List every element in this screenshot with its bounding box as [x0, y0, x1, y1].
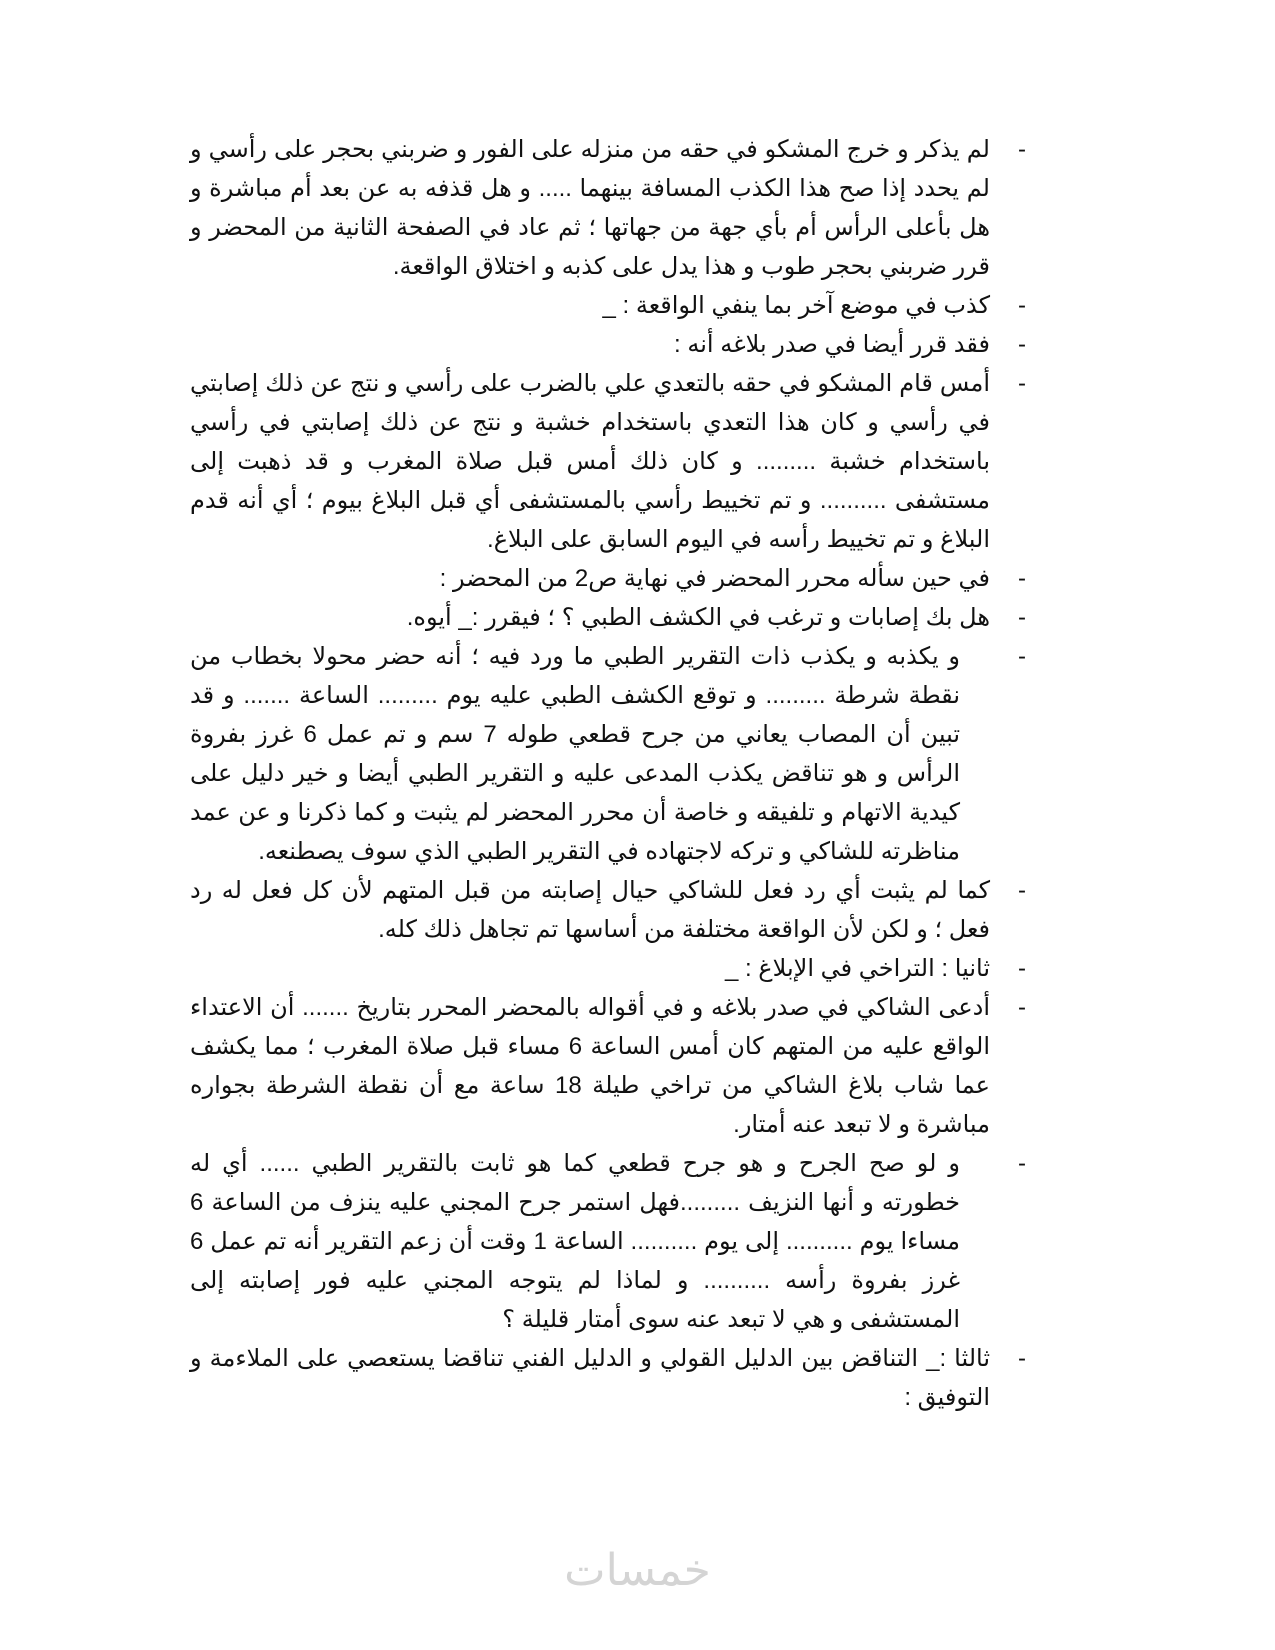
bullet-dash: -	[1018, 370, 1026, 397]
list-item	[190, 871, 1032, 949]
bullet-dash: -	[1018, 643, 1026, 670]
paragraph-text: أمس قام المشكو في حقه بالتعدي علي بالضرب على رأسي و نتج عن ذلك إصابتي في رأسي و كان هذا التعدي باستخدام خشبة و نتج عن ذلك إصابتي في رأسي باستخدام خشبة ......... و كان ذلك أمس قبل صلاة المغرب و قد ذهبت إلى مستشفى .......... و تم تخييط رأسي بالمستشفى أي قبل البلاغ بيوم ؛ أي أنه قدم البلاغ و تم تخييط رأسه في اليوم السابق على البلاغ.	[190, 370, 990, 553]
section-heading: ثالثا :_ التناقض بين الدليل القولي و الدليل الفني تناقضا يستعصي على الملاءمة و التوفيق :	[190, 1345, 990, 1411]
list-item	[190, 598, 1032, 637]
paragraph-text: لم يذكر و خرج المشكو في حقه من منزله على الفور و ضربني بحجر على رأسي و لم يحدد إذا صح هذا الكذب المسافة بينهما ..... و هل قذفه به عن بعد أم مباشرة و هل بأعلى الرأس أم بأي جهة من جهاتها ؛ ثم عاد في الصفحة الثانية من المحضر و قرر ضربني بحجر طوب و هذا يدل على كذبه و اختلاق الواقعة.	[190, 136, 990, 280]
list-item	[190, 949, 1032, 988]
paragraph-text: و لو صح الجرح و هو جرح قطعي كما هو ثابت بالتقرير الطبي ...... أي له خطورته و أنها النزيف .........فهل استمر جرح المجني عليه ينزف من الساعة 6 مساءا يوم .......... إلى يوم .......... الساعة 1 وقت أن زعم التقرير أنه تم عمل 6 غرز بفروة رأسه .......... و لماذا لم يتوجه المجني عليه فور إصابته إلى المستشفى و هي لا تبعد عنه سوى أمتار قليلة ؟	[190, 1150, 960, 1333]
bullet-dash: -	[1018, 877, 1026, 904]
document-page	[190, 130, 1032, 1417]
list-item	[190, 130, 1032, 286]
paragraph-text: في حين سأله محرر المحضر في نهاية ص2 من المحضر :	[439, 565, 990, 592]
bullet-dash: -	[1018, 994, 1026, 1021]
paragraph-text: أدعى الشاكي في صدر بلاغه و في أقواله بالمحضر المحرر بتاريخ ....... أن الاعتداء الواقع عليه من المتهم كان أمس الساعة 6 مساء قبل صلاة المغرب ؛ مما يكشف عما شاب بلاغ الشاكي من تراخي طيلة 18 ساعة مع أن نقطة الشرطة بجواره مباشرة و لا تبعد عنه أمتار.	[190, 994, 990, 1138]
bullet-dash: -	[1018, 955, 1026, 982]
list-item	[190, 1339, 1032, 1417]
paragraph-text: كذب في موضع آخر بما ينفي الواقعة : _	[602, 292, 990, 319]
bullet-dash: -	[1018, 331, 1026, 358]
watermark-logo: خمسات	[564, 1546, 711, 1595]
bullet-dash: -	[1018, 565, 1026, 592]
list-item	[190, 286, 1032, 325]
bullet-dash: -	[1018, 1345, 1026, 1372]
bullet-dash: -	[1018, 292, 1026, 319]
bullet-dash: -	[1018, 1150, 1026, 1177]
list-item	[190, 988, 1032, 1144]
list-item	[190, 364, 1032, 559]
paragraph-text: كما لم يثبت أي رد فعل للشاكي حيال إصابته من قبل المتهم لأن كل فعل له رد فعل ؛ و لكن لأن الواقعة مختلفة من أساسها تم تجاهل ذلك كله.	[190, 877, 990, 943]
bullet-dash: -	[1018, 604, 1026, 631]
list-item	[190, 559, 1032, 598]
list-item	[190, 1144, 1032, 1339]
list-item	[190, 637, 1032, 871]
section-heading: ثانيا : التراخي في الإبلاغ : _	[724, 955, 990, 982]
paragraph-text: فقد قرر أيضا في صدر بلاغه أنه :	[673, 331, 990, 358]
list-item	[190, 325, 1032, 364]
bullet-dash: -	[1018, 136, 1026, 163]
paragraph-text: هل بك إصابات و ترغب في الكشف الطبي ؟ ؛ فيقرر :_ أيوه.	[406, 604, 990, 631]
paragraph-list	[190, 130, 1032, 1417]
paragraph-text: و يكذبه و يكذب ذات التقرير الطبي ما ورد فيه ؛ أنه حضر محولا بخطاب من نقطة شرطة ......... و توقع الكشف الطبي عليه يوم ......... الساعة ....... و قد تبين أن المصاب يعاني من جرح قطعي طوله 7 سم و تم عمل 6 غرز بفروة الرأس و هو تناقض يكذب المدعى عليه و التقرير الطبي أيضا و خير دليل على كيدية الاتهام و تلفيقه و خاصة أن محرر المحضر لم يثبت و كما ذكرنا و عن عمد مناظرته للشاكي و تركه لاجتهاده في التقرير الطبي الذي سوف يصطنعه.	[190, 643, 960, 865]
